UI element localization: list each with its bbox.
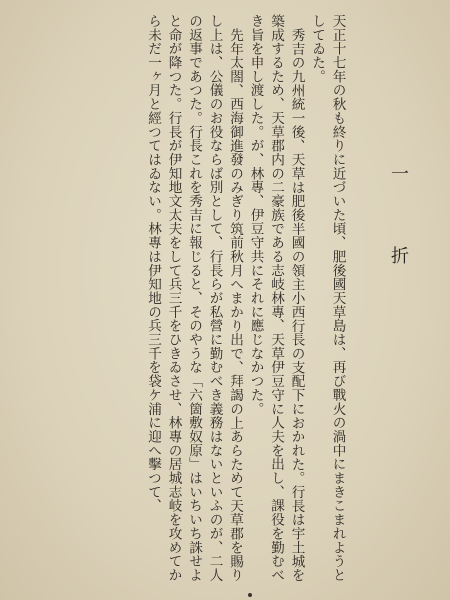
paragraph-2: 秀吉の九州統一後、天草は肥後半國の領主小西行長の支配下におかれた。行長は宇土城を築成するため、天草郡内の二豪族である志岐林專、天草伊豆守に人夫を出し、課役を勤むべき旨を申し渡した。が、林專、伊豆守共にそれに應じなかつた。 bbox=[247, 14, 305, 582]
paragraph-1: 天正十七年の秋も終りに近づいた頃、肥後國天草島は、再び戰火の渦中にまきこまれようとしてゐた。 bbox=[309, 14, 346, 582]
paragraph-3: 先年太閤、西海御進發のみぎり筑前秋月へまかり出で、拜謁の上あらためて天草郡を賜りし上は、公儀のお役ならば別として、行長らが私營に勤むべき義務はないといふのが、二人の返事であつた。行長これを秀吉に報じると、そのやうな「六箇敷奴原」はいちいち誅せよと命が降つた。行長が伊知地文太夫をして兵三千をひきゐさせ、林專の居城志岐を攻めてから未だ一ヶ月と經つてはゐない。林專は伊知地の兵三千を袋ケ浦に迎へ擊つて、 bbox=[145, 14, 243, 582]
chapter-heading bbox=[388, 164, 409, 590]
chapter-heading-second: 折 bbox=[388, 246, 409, 268]
chapter-heading-first: 一 bbox=[388, 164, 409, 186]
vertical-text-column bbox=[20, 14, 420, 590]
ink-dot bbox=[248, 593, 252, 597]
